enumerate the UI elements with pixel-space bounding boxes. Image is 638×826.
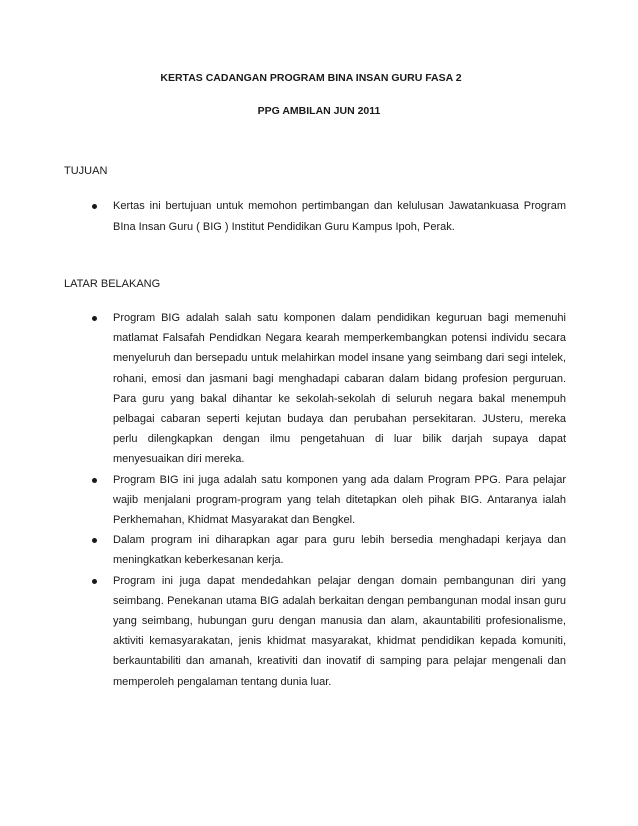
list-item-text: Dalam program ini diharapkan agar para guru lebih bersedia menghadapi kerjaya dan meningkatkan keberkesanan kerja. — [113, 534, 566, 567]
document-subtitle: PPG AMBILAN JUN 2011 — [257, 105, 381, 117]
document-title: KERTAS CADANGAN PROGRAM BINA INSAN GURU FASA 2 — [160, 72, 462, 84]
list-item-text: Program ini juga dapat mendedahkan pelajar dengan domain pembangunan diri yang seimbang. Penekanan utama BIG adalah berkaitan dengan pembangunan modal insan guru yang seimbang, hubungan guru dengan manusia dan alam, akauntabiliti profesionalisme, aktiviti kemasyarakatan, jenis khidmat masyarakat, khidmat pendidikan kepada komuniti, berkauntabiliti dan amanah, kreativiti dan inovatif di samping para pelajar mengenali dan memperoleh pengalaman tentang dunia luar. — [113, 574, 566, 688]
list-item-text: Program BIG ini juga adalah satu komponen yang ada dalam Program PPG. Para pelajar wajib menjalani program-program yang telah ditetapkan oleh pihak BIG. Antaranya ialah Perkhemahan, Khidmat Masyarakat dan Bengkel. — [113, 473, 566, 527]
bullet-icon — [92, 478, 97, 483]
list-item-text: Program BIG adalah salah satu komponen dalam pendidikan keguruan bagi memenuhi matlamat Falsafah Pendidkan Negara kearah memperkembangkan potensi individu secara menyeluruh dan bersepadu untuk melahirkan model insane yang seimbang dari segi intelek, rohani, emosi dan jasmani bagi menghadapi cabaran dalam bidang profesion perguruan. Para guru yang bakal dihantar ke sekolah-sekolah di seluruh negara bakal menempuh pelbagai cabaran seperti kejutan budaya dan perubahan persekitaran. JUsteru, mereka perlu dilengkapkan dengan ilmu pengetahuan di luar bilik darjah supaya dapat menyesuaikan diri mereka. — [113, 312, 566, 466]
list-item — [92, 196, 566, 238]
bullet-icon — [92, 316, 97, 321]
list-item-text: Kertas ini bertujuan untuk memohon pertimbangan dan kelulusan Jawatankuasa Program BIna Insan Guru ( BIG ) Institut Pendidikan Guru Kampus Ipoh, Perak. — [113, 200, 566, 233]
bullet-icon — [92, 538, 97, 543]
bullet-list-latar-belakang — [92, 308, 566, 692]
list-item — [92, 470, 566, 531]
list-item — [92, 308, 566, 470]
section-heading-tujuan: TUJUAN — [64, 165, 108, 177]
bullet-list-tujuan — [92, 196, 566, 238]
bullet-icon — [92, 204, 97, 209]
list-item — [92, 571, 566, 692]
bullet-icon — [92, 579, 97, 584]
section-heading-latar-belakang: LATAR BELAKANG — [64, 278, 161, 290]
list-item — [92, 530, 566, 570]
